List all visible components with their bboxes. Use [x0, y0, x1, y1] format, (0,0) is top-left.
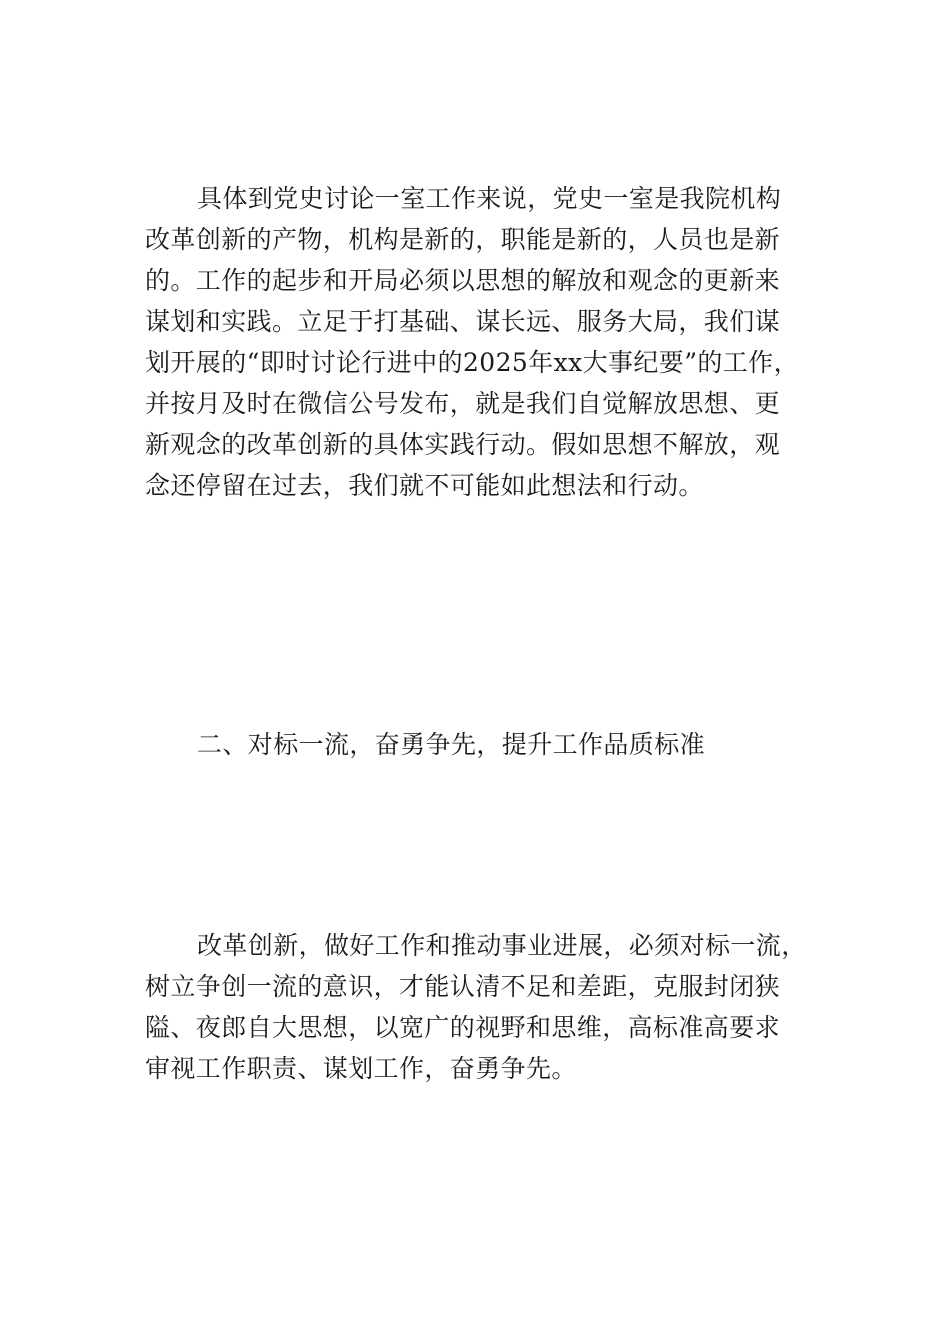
section-heading	[145, 724, 835, 765]
paragraph-line: 隘、夜郎自大思想，以宽广的视野和思维，高标准高要求	[145, 1013, 781, 1042]
paragraph-line: 划开展的“即时讨论行进中的2025年xx大事纪要”的工作，	[145, 348, 799, 377]
paragraph-line: 的。工作的起步和开局必须以思想的解放和观念的更新来	[145, 266, 781, 295]
paragraph-line: 并按月及时在微信公号发布，就是我们自觉解放思想、更	[145, 389, 781, 418]
paragraph-line: 具体到党史讨论一室工作来说，党史一室是我院机构	[197, 184, 782, 213]
paragraph-line: 新观念的改革创新的具体实践行动。假如思想不解放，观	[145, 430, 781, 459]
paragraph-line: 改革创新的产物，机构是新的，职能是新的，人员也是新	[145, 225, 781, 254]
body-paragraph	[145, 178, 835, 506]
body-paragraph	[145, 925, 835, 1089]
paragraph-line: 谋划和实践。立足于打基础、谋长远、服务大局，我们谋	[145, 307, 781, 336]
paragraph-line: 树立争创一流的意识，才能认清不足和差距，克服封闭狭	[145, 972, 781, 1001]
section-heading-text: 二、对标一流，奋勇争先，提升工作品质标准	[197, 730, 706, 759]
paragraph-line: 审视工作职责、谋划工作，奋勇争先。	[145, 1054, 577, 1083]
paragraph-line: 改革创新，做好工作和推动事业进展，必须对标一流，	[197, 931, 807, 960]
paragraph-line: 念还停留在过去，我们就不可能如此想法和行动。	[145, 471, 704, 500]
